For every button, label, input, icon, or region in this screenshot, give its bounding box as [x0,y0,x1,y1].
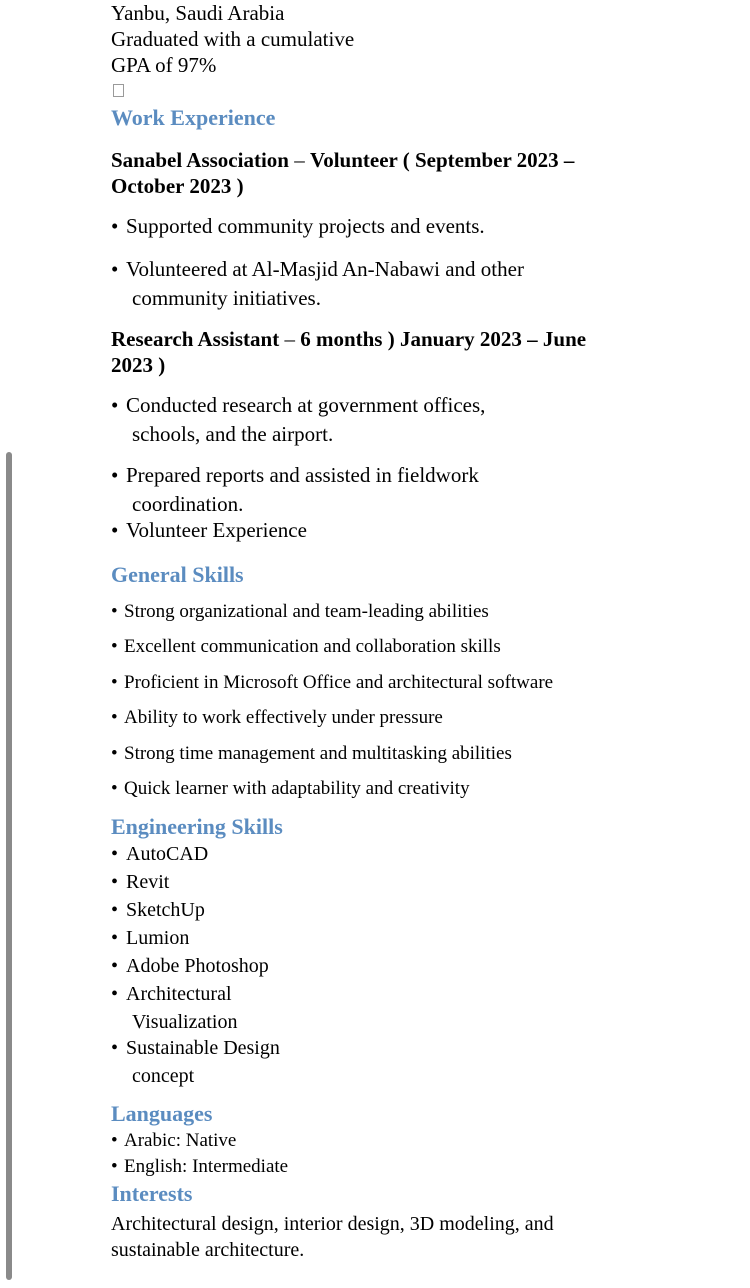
list-item: • Conducted research at government offices, schools, and the airport. [111,393,486,446]
missing-glyph-box-icon [113,84,124,97]
list-item: • English: Intermediate [111,1156,289,1177]
bullet-icon: • [111,899,119,921]
bullet-icon: • [111,214,119,238]
engineering-skills-heading: Engineering Skills [111,814,283,839]
bullet-icon: • [111,707,118,728]
general-skills-heading: General Skills [111,562,244,587]
job-title-sanabel: Sanabel Association – Volunteer ( September 2023 – October 2023 ) [111,148,575,198]
list-item: • Ability to work effectively under pressure [111,707,443,728]
education-gpa-line1: Graduated with a cumulative [111,27,355,51]
education-gpa-line2: GPA of 97% [111,53,217,77]
bullet-icon: • [111,257,119,281]
list-item: • Architectural Visualization [111,980,237,1036]
list-item: • AutoCAD [111,840,208,868]
bullet-icon: • [111,778,118,799]
languages-heading: Languages [111,1101,213,1126]
bullet-icon: • [111,983,119,1005]
bullet-icon: • [111,1130,118,1151]
bullet-icon: • [111,636,118,657]
list-item: • Proficient in Microsoft Office and architectural software [111,672,554,693]
interests-heading: Interests [111,1181,193,1206]
list-item: • Quick learner with adaptability and creativity [111,778,470,799]
list-item: • Revit [111,868,169,896]
list-item: • Volunteer Experience [111,516,307,545]
bullet-icon: • [111,843,119,865]
bullet-icon: • [111,1156,118,1177]
bullet-icon: • [111,463,119,487]
bullet-icon: • [111,672,118,693]
scrollbar[interactable] [6,452,12,1280]
list-item: • Volunteered at Al-Masjid An-Nabawi and other community initiatives. [111,257,524,310]
list-item: • Arabic: Native [111,1130,237,1151]
work-experience-heading: Work Experience [111,105,276,130]
bullet-icon: • [111,1037,119,1059]
list-item: • Adobe Photoshop [111,952,269,980]
list-item: • Prepared reports and assisted in fieldwork coordination. [111,463,479,516]
list-item: • Strong organizational and team-leading abilities [111,601,489,622]
list-item: • Lumion [111,924,189,952]
education-location: Yanbu, Saudi Arabia [111,1,285,25]
interests-text: Architectural design, interior design, 3D modeling, and sustainable architecture. [111,1213,554,1261]
list-item: • Excellent communication and collaboration skills [111,636,501,657]
bullet-icon: • [111,871,119,893]
bullet-icon: • [111,518,119,542]
list-item: • Sustainable Design concept [111,1034,280,1090]
job-title-research-assistant: Research Assistant – 6 months ) January 2023 – June 2023 ) [111,327,587,377]
bullet-icon: • [111,743,118,764]
list-item: • Supported community projects and events. [111,212,485,241]
list-item: • Strong time management and multitasking abilities [111,743,512,764]
list-item: • SketchUp [111,896,205,924]
bullet-icon: • [111,955,119,977]
bullet-icon: • [111,393,119,417]
bullet-icon: • [111,601,118,622]
bullet-icon: • [111,927,119,949]
